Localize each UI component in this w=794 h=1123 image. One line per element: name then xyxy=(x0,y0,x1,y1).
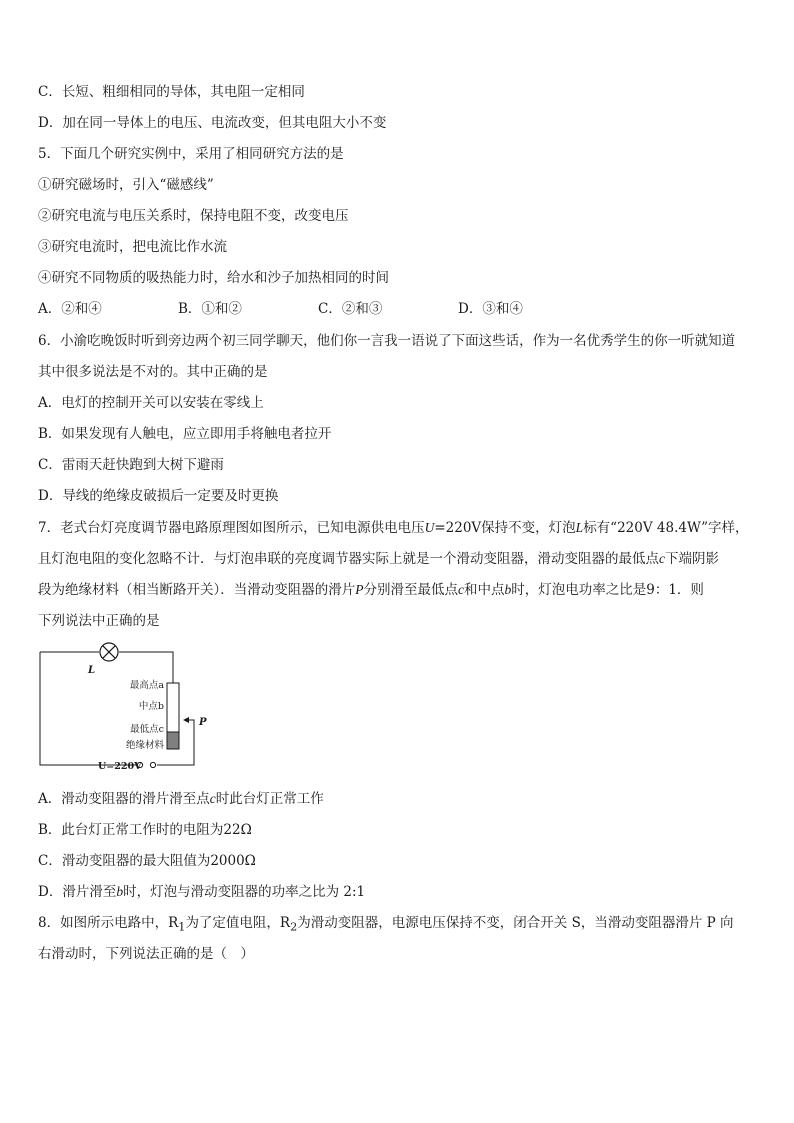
q8-subscript: 2 xyxy=(290,920,298,934)
q6-option-a: A．电灯的控制开关可以安装在零线上 xyxy=(38,395,264,411)
lamp-label: L xyxy=(88,665,96,676)
q7-stem-line-4: 下列说法中正确的是 xyxy=(38,613,160,629)
q7-text: 时，灯泡与滑动变阻器的功率之比为 2:1 xyxy=(123,884,366,900)
q7-text: 和中点 xyxy=(464,582,505,598)
slider-label: P xyxy=(199,717,207,728)
q5-option-a: A．②和④ xyxy=(38,301,102,317)
q7-var: b xyxy=(116,884,124,899)
q8-stem-line-2: 右滑动时，下列说法正确的是（ ） xyxy=(38,946,254,962)
q7-option-c: C．滑动变阻器的最大阻值为2000Ω xyxy=(38,853,256,869)
q7-text: 标有“220V 48.4W”字样， xyxy=(583,520,749,536)
low-point-label: 最低点c xyxy=(130,724,164,735)
q7-option-a xyxy=(38,789,758,809)
q7-text: D．滑片滑至 xyxy=(38,884,117,900)
q7-var: c xyxy=(458,582,464,597)
insulating-segment xyxy=(167,732,179,749)
q8-text: 为了定值电阻，R xyxy=(185,915,291,931)
q5-options xyxy=(38,299,758,319)
q8-stem-line-1 xyxy=(38,913,758,938)
q4-option-d: D．加在同一导体上的电压、电流改变，但其电阻大小不变 xyxy=(38,115,387,131)
top-point-label: 最高点a xyxy=(129,680,164,691)
q7-var: L xyxy=(575,520,584,535)
q6-option-b: B．如果发现有人触电，应立即用手将触电者拉开 xyxy=(38,426,332,442)
insulating-label: 绝缘材料 xyxy=(125,740,164,751)
q7-text: 时，灯泡电功率之比是9：1．则 xyxy=(511,582,704,598)
terminal-right xyxy=(150,762,155,767)
q7-text: 下端阴影 xyxy=(665,551,719,567)
slider-arrow xyxy=(183,717,189,723)
q7-text: =220V保持不变，灯泡 xyxy=(434,520,576,536)
q5-item-3: ③研究电流时，把电流比作水流 xyxy=(38,239,227,255)
q7-var: U xyxy=(424,520,435,535)
q5-option-b: B．①和② xyxy=(178,301,242,317)
q7-text: 时此台灯正常工作 xyxy=(215,791,324,807)
q7-text: 分别滑至最低点 xyxy=(363,582,458,598)
q6-option-c: C．雷雨天赶快跑到大树下避雨 xyxy=(38,457,224,473)
q7-option-b: B．此台灯正常工作时的电阻为22Ω xyxy=(38,822,252,838)
q8-text: 为滑动变阻器，电源电压保持不变，闭合开关 S，当滑动变阻器滑片 P 向 xyxy=(297,915,734,931)
q5-item-2: ②研究电流与电压关系时，保持电阻不变，改变电压 xyxy=(38,208,349,224)
lamp-symbol xyxy=(100,643,118,661)
q7-stem-line-1 xyxy=(38,518,758,538)
q5-item-4: ④研究不同物质的吸热能力时，给水和沙子加热相同的时间 xyxy=(38,270,389,286)
q8-subscript: 1 xyxy=(178,920,186,934)
q4-option-c: C．长短、粗细相同的导体，其电阻一定相同 xyxy=(38,84,305,100)
q7-var: c xyxy=(659,551,665,566)
q6-option-d: D．导线的绝缘皮破损后一定要及时更换 xyxy=(38,488,279,504)
q5-stem: 5．下面几个研究实例中，采用了相同研究方法的是 xyxy=(38,146,344,162)
mid-point-label: 中点b xyxy=(138,701,164,712)
q7-text: 7．老式台灯亮度调节器电路原理图如图所示，已知电源供电电压 xyxy=(38,520,425,536)
voltage-label: U=220V xyxy=(98,761,142,772)
q5-option-d: D．③和④ xyxy=(458,301,523,317)
q5-option-c: C．②和③ xyxy=(318,301,383,317)
q7-var: b xyxy=(504,582,512,597)
q6-stem-line-2: 其中很多说法是不对的。其中正确的是 xyxy=(38,364,268,380)
q7-text: A．滑动变阻器的滑片滑至点 xyxy=(38,791,210,807)
q7-stem-line-2 xyxy=(38,549,758,569)
q7-var: c xyxy=(209,791,216,806)
q7-text: 段为绝缘材料（相当断路开关）．当滑动变阻器的滑片 xyxy=(38,582,356,598)
q5-item-1: ①研究磁场时，引入“磁感线” xyxy=(38,177,214,193)
lamp-dimmer-circuit-diagram xyxy=(36,642,216,774)
q6-stem-line-1: 6．小渝吃晚饭时听到旁边两个初三同学聊天，他们你一言我一语说了下面这些话，作为一名优秀学生的你一听就知道 xyxy=(38,333,736,349)
q8-text: 8．如图所示电路中，R xyxy=(38,915,179,931)
q7-var: P xyxy=(355,582,364,597)
q7-option-d xyxy=(38,882,758,902)
q7-stem-line-3 xyxy=(38,580,758,600)
q7-text: 且灯泡电阻的变化忽略不计．与灯泡串联的亮度调节器实际上就是一个滑动变阻器，滑动变阻器的最低点 xyxy=(38,551,659,567)
